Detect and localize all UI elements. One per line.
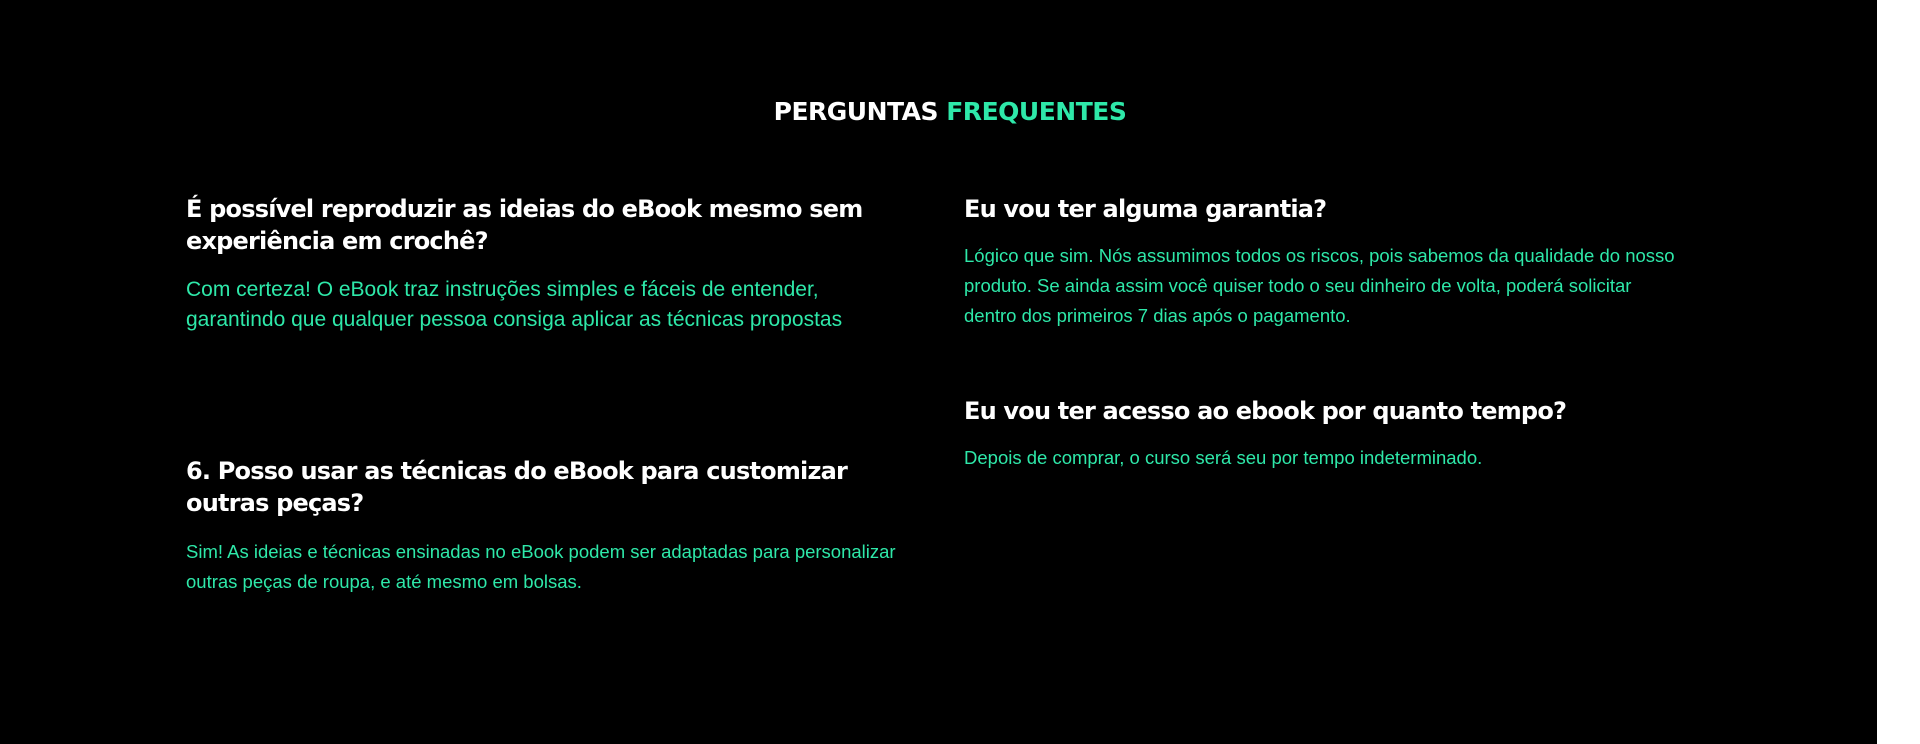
faq-question: 6. Posso usar as técnicas do eBook para customizar outras peças? [186, 457, 848, 517]
faq-item [964, 193, 1684, 331]
section-title-accent: FREQUENTES [946, 97, 1127, 126]
faq-question: Eu vou ter alguma garantia? [964, 195, 1327, 223]
faq-answer: Sim! As ideias e técnicas ensinadas no eBook podem ser adaptadas para personalizar outras peças de roupa, e até mesmo em bolsas. [186, 541, 896, 592]
faq-item [186, 455, 906, 597]
section-title-main: PERGUNTAS [773, 97, 939, 126]
section-title [0, 94, 1900, 130]
faq-answer: Com certeza! O eBook traz instruções simples e fáceis de entender, garantindo que qualquer pessoa consiga aplicar as técnicas propostas [186, 278, 843, 331]
faq-question: Eu vou ter acesso ao ebook por quanto tempo? [964, 397, 1567, 425]
faq-item [186, 193, 906, 335]
faq-answer: Lógico que sim. Nós assumimos todos os riscos, pois sabemos da qualidade do nosso produto. Se ainda assim você quiser todo o seu dinheiro de volta, poderá solicitar dentro dos primeiros 7 dias após o pagamento. [964, 245, 1675, 326]
faq-answer: Depois de comprar, o curso será seu por tempo indeterminado. [964, 447, 1483, 468]
faq-question: É possível reproduzir as ideias do eBook mesmo sem experiência em crochê? [186, 195, 863, 255]
faq-item [964, 395, 1684, 473]
page-right-edge [1877, 0, 1920, 744]
